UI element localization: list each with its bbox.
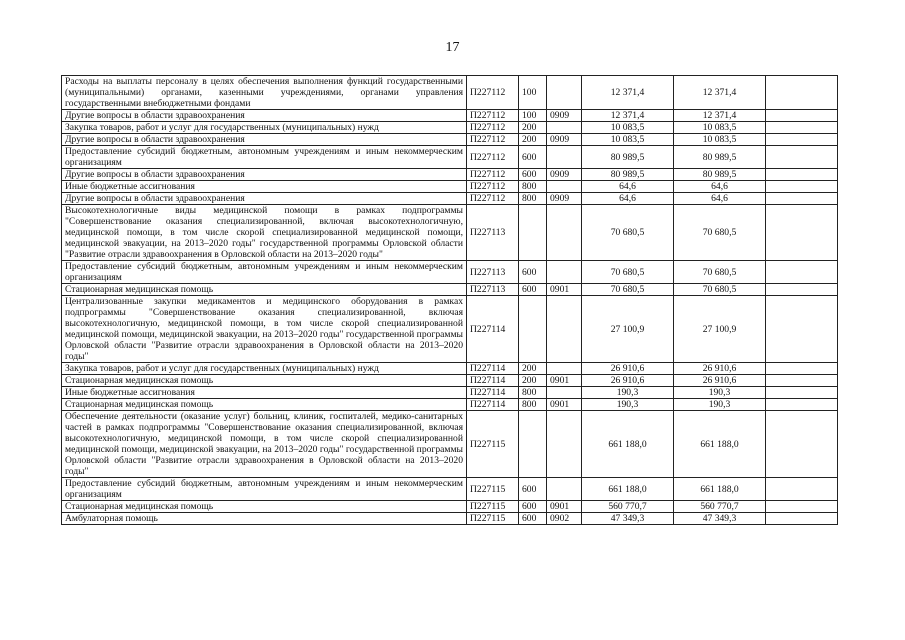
cell-expense-type: 600 bbox=[519, 146, 547, 169]
table-row bbox=[62, 134, 838, 146]
cell-target-code: П227112 bbox=[467, 193, 519, 205]
cell-amount-2: 70 680,5 bbox=[674, 284, 766, 296]
table-row bbox=[62, 193, 838, 205]
cell-subsection: 0901 bbox=[547, 399, 582, 411]
cell-expense-type bbox=[519, 205, 547, 261]
cell-expense-type bbox=[519, 411, 547, 478]
cell-amount-1: 70 680,5 bbox=[582, 205, 674, 261]
cell-amount-2: 10 083,5 bbox=[674, 122, 766, 134]
table-row bbox=[62, 146, 838, 169]
cell-expense-type: 100 bbox=[519, 76, 547, 110]
cell-amount-2: 26 910,6 bbox=[674, 375, 766, 387]
cell-target-code: П227115 bbox=[467, 478, 519, 501]
cell-target-code: П227112 bbox=[467, 134, 519, 146]
cell-amount-2: 64,6 bbox=[674, 181, 766, 193]
cell-description: Централизованные закупки медикаментов и медицинского оборудования в рамках подпрограммы "Совершенствование оказания специализированной, включая высокотехнологичную, медицинской помощи, в том числе скорой специализированной медицинской помощи, медицинской эвакуации, на 2013–2020 годы" государственной программы Орловской области "Развитие отрасли здравоохранения в Орловской области на 2013–2020 годы" bbox=[62, 296, 467, 363]
cell-extra bbox=[766, 284, 838, 296]
cell-description: Амбулаторная помощь bbox=[62, 513, 467, 525]
budget-table bbox=[61, 75, 838, 525]
cell-extra bbox=[766, 181, 838, 193]
cell-description: Предоставление субсидий бюджетным, автономным учреждениям и иным некоммерческим организациям bbox=[62, 478, 467, 501]
cell-extra bbox=[766, 146, 838, 169]
cell-amount-2: 560 770,7 bbox=[674, 501, 766, 513]
cell-target-code: П227112 bbox=[467, 181, 519, 193]
cell-subsection bbox=[547, 478, 582, 501]
cell-subsection bbox=[547, 296, 582, 363]
cell-extra bbox=[766, 134, 838, 146]
cell-description: Предоставление субсидий бюджетным, автономным учреждениям и иным некоммерческим организациям bbox=[62, 261, 467, 284]
cell-amount-2: 64,6 bbox=[674, 193, 766, 205]
table-row bbox=[62, 76, 838, 110]
table-row bbox=[62, 411, 838, 478]
table-row bbox=[62, 387, 838, 399]
table-row bbox=[62, 478, 838, 501]
cell-extra bbox=[766, 363, 838, 375]
cell-amount-2: 47 349,3 bbox=[674, 513, 766, 525]
cell-amount-1: 26 910,6 bbox=[582, 375, 674, 387]
cell-extra bbox=[766, 387, 838, 399]
cell-amount-1: 70 680,5 bbox=[582, 284, 674, 296]
cell-extra bbox=[766, 261, 838, 284]
cell-subsection: 0901 bbox=[547, 375, 582, 387]
cell-target-code: П227112 bbox=[467, 169, 519, 181]
cell-description: Другие вопросы в области здравоохранения bbox=[62, 134, 467, 146]
cell-extra bbox=[766, 375, 838, 387]
table-row bbox=[62, 363, 838, 375]
cell-expense-type: 200 bbox=[519, 363, 547, 375]
cell-target-code: П227115 bbox=[467, 501, 519, 513]
cell-amount-1: 26 910,6 bbox=[582, 363, 674, 375]
cell-expense-type: 600 bbox=[519, 501, 547, 513]
cell-amount-2: 190,3 bbox=[674, 387, 766, 399]
cell-subsection bbox=[547, 205, 582, 261]
cell-expense-type: 800 bbox=[519, 387, 547, 399]
cell-amount-2: 10 083,5 bbox=[674, 134, 766, 146]
cell-amount-2: 661 188,0 bbox=[674, 411, 766, 478]
cell-amount-2: 80 989,5 bbox=[674, 146, 766, 169]
cell-amount-1: 27 100,9 bbox=[582, 296, 674, 363]
cell-subsection bbox=[547, 76, 582, 110]
cell-expense-type bbox=[519, 296, 547, 363]
table-row bbox=[62, 205, 838, 261]
cell-amount-2: 70 680,5 bbox=[674, 205, 766, 261]
cell-extra bbox=[766, 122, 838, 134]
cell-subsection: 0909 bbox=[547, 169, 582, 181]
cell-amount-2: 190,3 bbox=[674, 399, 766, 411]
cell-subsection: 0901 bbox=[547, 501, 582, 513]
cell-target-code: П227112 bbox=[467, 110, 519, 122]
cell-amount-2: 12 371,4 bbox=[674, 76, 766, 110]
cell-amount-2: 26 910,6 bbox=[674, 363, 766, 375]
cell-amount-1: 64,6 bbox=[582, 193, 674, 205]
cell-description: Иные бюджетные ассигнования bbox=[62, 181, 467, 193]
cell-amount-1: 80 989,5 bbox=[582, 169, 674, 181]
cell-description: Стационарная медицинская помощь bbox=[62, 375, 467, 387]
cell-extra bbox=[766, 193, 838, 205]
cell-target-code: П227113 bbox=[467, 205, 519, 261]
cell-extra bbox=[766, 296, 838, 363]
cell-target-code: П227114 bbox=[467, 399, 519, 411]
cell-target-code: П227112 bbox=[467, 146, 519, 169]
cell-target-code: П227114 bbox=[467, 363, 519, 375]
cell-expense-type: 800 bbox=[519, 193, 547, 205]
cell-extra bbox=[766, 399, 838, 411]
cell-amount-2: 70 680,5 bbox=[674, 261, 766, 284]
cell-description: Расходы на выплаты персоналу в целях обеспечения выполнения функций государственными (муниципальными) органами, казенными учреждениями, органами управления государственными внебюджетными фондами bbox=[62, 76, 467, 110]
cell-extra bbox=[766, 205, 838, 261]
cell-expense-type: 200 bbox=[519, 134, 547, 146]
cell-subsection bbox=[547, 146, 582, 169]
table-row bbox=[62, 399, 838, 411]
cell-amount-2: 80 989,5 bbox=[674, 169, 766, 181]
cell-expense-type: 600 bbox=[519, 261, 547, 284]
cell-description: Другие вопросы в области здравоохранения bbox=[62, 110, 467, 122]
cell-extra bbox=[766, 411, 838, 478]
cell-amount-1: 70 680,5 bbox=[582, 261, 674, 284]
cell-expense-type: 600 bbox=[519, 169, 547, 181]
cell-description: Стационарная медицинская помощь bbox=[62, 399, 467, 411]
cell-amount-1: 10 083,5 bbox=[582, 122, 674, 134]
cell-amount-1: 12 371,4 bbox=[582, 76, 674, 110]
cell-amount-1: 64,6 bbox=[582, 181, 674, 193]
cell-subsection: 0901 bbox=[547, 284, 582, 296]
cell-description: Закупка товаров, работ и услуг для государственных (муниципальных) нужд bbox=[62, 363, 467, 375]
cell-amount-2: 12 371,4 bbox=[674, 110, 766, 122]
cell-expense-type: 200 bbox=[519, 122, 547, 134]
cell-subsection: 0909 bbox=[547, 193, 582, 205]
cell-expense-type: 800 bbox=[519, 399, 547, 411]
cell-expense-type: 800 bbox=[519, 181, 547, 193]
cell-target-code: П227112 bbox=[467, 122, 519, 134]
cell-amount-2: 661 188,0 bbox=[674, 478, 766, 501]
cell-subsection bbox=[547, 411, 582, 478]
table-row bbox=[62, 284, 838, 296]
cell-subsection: 0909 bbox=[547, 110, 582, 122]
cell-amount-1: 47 349,3 bbox=[582, 513, 674, 525]
cell-subsection bbox=[547, 261, 582, 284]
table-row bbox=[62, 181, 838, 193]
cell-extra bbox=[766, 76, 838, 110]
cell-expense-type: 600 bbox=[519, 478, 547, 501]
table-row bbox=[62, 296, 838, 363]
cell-target-code: П227112 bbox=[467, 76, 519, 110]
cell-amount-1: 10 083,5 bbox=[582, 134, 674, 146]
cell-expense-type: 200 bbox=[519, 375, 547, 387]
cell-target-code: П227113 bbox=[467, 261, 519, 284]
cell-expense-type: 100 bbox=[519, 110, 547, 122]
cell-amount-1: 12 371,4 bbox=[582, 110, 674, 122]
cell-extra bbox=[766, 501, 838, 513]
table-body bbox=[62, 76, 838, 525]
page-number: 17 bbox=[445, 40, 460, 55]
cell-description: Обеспечение деятельности (оказание услуг) больниц, клиник, госпиталей, медико-санитарных частей в рамках подпрограммы "Совершенствование оказания специализированной, включая высокотехнологичную, медицинской помощи, в том числе скорой специализированной медицинской помощи, медицинской эвакуации, на 2013–2020 годы" государственной программы Орловской области "Развитие отрасли здравоохранения в Орловской области на 2013–2020 годы" bbox=[62, 411, 467, 478]
cell-description: Другие вопросы в области здравоохранения bbox=[62, 169, 467, 181]
table-row bbox=[62, 110, 838, 122]
cell-amount-1: 190,3 bbox=[582, 399, 674, 411]
cell-target-code: П227115 bbox=[467, 411, 519, 478]
cell-amount-1: 661 188,0 bbox=[582, 478, 674, 501]
table-row bbox=[62, 261, 838, 284]
cell-description: Другие вопросы в области здравоохранения bbox=[62, 193, 467, 205]
cell-expense-type: 600 bbox=[519, 284, 547, 296]
cell-extra bbox=[766, 110, 838, 122]
cell-extra bbox=[766, 478, 838, 501]
cell-description: Высокотехнологичные виды медицинской помощи в рамках подпрограммы "Совершенствование оказания специализированной, включая высокотехнологичную, медицинской помощи, в том числе скорой специализированной медицинской помощи, медицинской эвакуации, на 2013–2020 годы" государственной программы Орловской области "Развитие отрасли здравоохранения в Орловской области на 2013–2020 годы" bbox=[62, 205, 467, 261]
table-row bbox=[62, 122, 838, 134]
cell-subsection bbox=[547, 363, 582, 375]
cell-amount-1: 661 188,0 bbox=[582, 411, 674, 478]
table-row bbox=[62, 169, 838, 181]
cell-description: Иные бюджетные ассигнования bbox=[62, 387, 467, 399]
cell-subsection bbox=[547, 181, 582, 193]
cell-subsection bbox=[547, 387, 582, 399]
cell-amount-1: 560 770,7 bbox=[582, 501, 674, 513]
cell-extra bbox=[766, 169, 838, 181]
cell-description: Стационарная медицинская помощь bbox=[62, 284, 467, 296]
cell-target-code: П227113 bbox=[467, 284, 519, 296]
cell-subsection: 0909 bbox=[547, 134, 582, 146]
cell-subsection bbox=[547, 122, 582, 134]
cell-target-code: П227114 bbox=[467, 296, 519, 363]
cell-target-code: П227114 bbox=[467, 375, 519, 387]
cell-extra bbox=[766, 513, 838, 525]
cell-description: Стационарная медицинская помощь bbox=[62, 501, 467, 513]
table-row bbox=[62, 513, 838, 525]
cell-target-code: П227114 bbox=[467, 387, 519, 399]
table-row bbox=[62, 375, 838, 387]
cell-description: Закупка товаров, работ и услуг для государственных (муниципальных) нужд bbox=[62, 122, 467, 134]
table-row bbox=[62, 501, 838, 513]
cell-amount-1: 80 989,5 bbox=[582, 146, 674, 169]
cell-amount-1: 190,3 bbox=[582, 387, 674, 399]
cell-description: Предоставление субсидий бюджетным, автономным учреждениям и иным некоммерческим организациям bbox=[62, 146, 467, 169]
cell-expense-type: 600 bbox=[519, 513, 547, 525]
cell-target-code: П227115 bbox=[467, 513, 519, 525]
cell-subsection: 0902 bbox=[547, 513, 582, 525]
cell-amount-2: 27 100,9 bbox=[674, 296, 766, 363]
